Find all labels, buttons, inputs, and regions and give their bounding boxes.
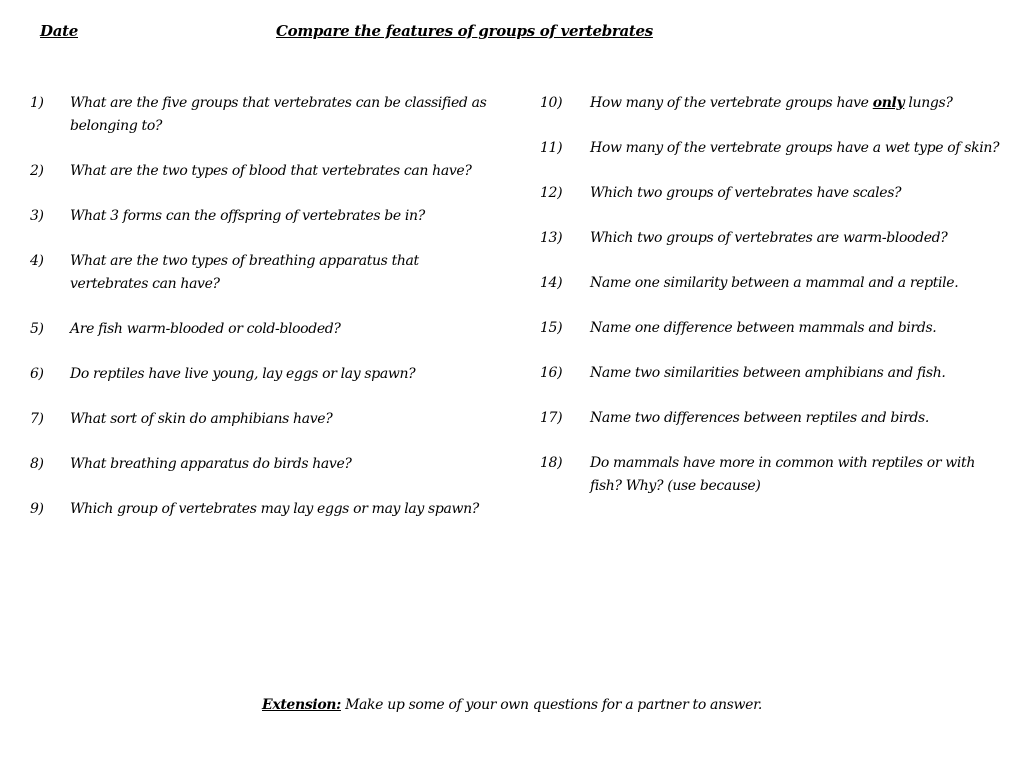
question-number: 10) — [540, 95, 563, 111]
extension-text: Make up some of your own questions for a partner to answer. — [340, 697, 762, 713]
question-number: 16) — [540, 365, 563, 381]
question-text-part: How many of the vertebrate groups have — [590, 95, 873, 111]
question-item — [30, 408, 500, 431]
question-number: 17) — [540, 410, 563, 426]
question-text: What sort of skin do amphibians have? — [70, 411, 333, 427]
extension-task — [0, 697, 1024, 713]
question-number: 18) — [540, 455, 563, 471]
question-list-left — [30, 92, 500, 543]
question-text: What are the two types of breathing apparatus that vertebrates can have? — [70, 253, 419, 292]
question-number: 15) — [540, 320, 563, 336]
question-number: 8) — [30, 456, 44, 472]
question-number: 12) — [540, 185, 563, 201]
question-text: Which two groups of vertebrates have scales? — [590, 185, 902, 201]
question-item — [30, 92, 500, 138]
question-item — [30, 160, 500, 183]
question-item — [540, 362, 1010, 385]
question-item — [540, 182, 1010, 205]
question-text: What are the five groups that vertebrates can be classified as belonging to? — [70, 95, 487, 134]
question-text: Which group of vertebrates may lay eggs or may lay spawn? — [70, 501, 479, 517]
question-item — [30, 250, 500, 296]
question-item — [540, 452, 1010, 498]
question-number: 9) — [30, 501, 44, 517]
question-text: Name one difference between mammals and birds. — [590, 320, 937, 336]
emphasized-word: only — [872, 95, 905, 111]
question-text: Name one similarity between a mammal and a reptile. — [590, 275, 959, 291]
question-number: 13) — [540, 230, 563, 246]
question-number: 1) — [30, 95, 44, 111]
question-number: 14) — [540, 275, 563, 291]
extension-label: Extension: — [262, 697, 341, 713]
question-text: What breathing apparatus do birds have? — [70, 456, 352, 472]
question-text-part: lungs? — [904, 95, 953, 111]
question-item — [30, 453, 500, 476]
question-text: How many of the vertebrate groups have a wet type of skin? — [590, 140, 1000, 156]
question-text: Name two similarities between amphibians and fish. — [590, 365, 946, 381]
question-item — [540, 407, 1010, 430]
question-item — [540, 227, 1010, 250]
question-text: Do reptiles have live young, lay eggs or lay spawn? — [70, 366, 416, 382]
question-item — [540, 137, 1010, 160]
question-text: What are the two types of blood that vertebrates can have? — [70, 163, 472, 179]
question-item — [30, 363, 500, 386]
question-item — [30, 205, 500, 228]
question-item — [540, 272, 1010, 295]
question-number: 7) — [30, 411, 44, 427]
question-text — [590, 92, 1010, 115]
question-item — [30, 318, 500, 341]
question-text: Name two differences between reptiles and birds. — [590, 410, 929, 426]
question-text: Do mammals have more in common with reptiles or with fish? Why? (use because) — [590, 455, 976, 494]
question-number: 5) — [30, 321, 44, 337]
date-label: Date — [40, 22, 78, 40]
question-item — [540, 317, 1010, 340]
page-title: Compare the features of groups of vertebrates — [276, 22, 653, 40]
question-item — [30, 498, 500, 521]
question-number: 3) — [30, 208, 44, 224]
question-text: Are fish warm-blooded or cold-blooded? — [70, 321, 341, 337]
question-item — [540, 92, 1010, 115]
question-text: Which two groups of vertebrates are warm-blooded? — [590, 230, 948, 246]
question-number: 2) — [30, 163, 44, 179]
question-text: What 3 forms can the offspring of vertebrates be in? — [70, 208, 425, 224]
question-number: 11) — [540, 140, 563, 156]
question-number: 6) — [30, 366, 44, 382]
question-list-right — [540, 92, 1010, 520]
question-number: 4) — [30, 253, 44, 269]
